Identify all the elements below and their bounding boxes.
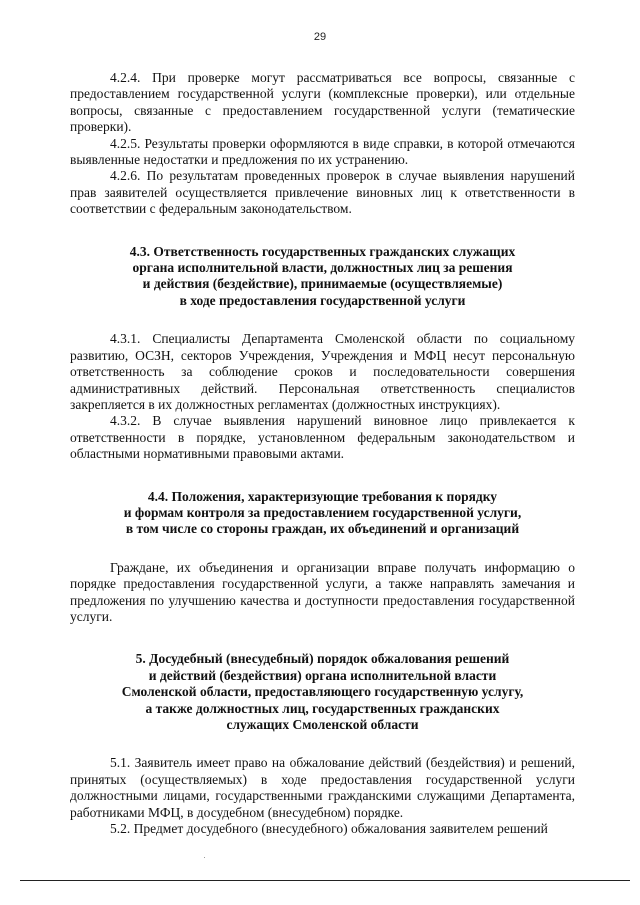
heading-line: Смоленской области, предоставляющего государственную услугу, [121, 684, 524, 700]
heading-line: и формам контроля за предоставлением государственной услуги, [123, 504, 522, 520]
paragraph-5-2: 5.2. Предмет досудебного (внесудебного) обжалования заявителем решений [110, 821, 548, 837]
heading-line: в том числе со стороны граждан, их объединений и организаций [125, 521, 520, 537]
paragraph-5-1: 5.1. Заявитель имеет право на обжалование действий (бездействия) и решений, принятых (осуществляемых) в ходе предоставления государственной услуги должностными лицами, государственными гражданскими служащими Департамента, работниками МФЦ, в досудебном (внесудебном) порядке. [70, 755, 575, 820]
paragraph-4-2-5: 4.2.5. Результаты проверки оформляются в виде справки, в которой отмечаются выявленные недостатки и предложения по их устранению. [70, 135, 575, 168]
heading-line: а также должностных лиц, государственных гражданских [145, 700, 500, 716]
heading-5 [70, 651, 575, 733]
paragraph-4-3-1: 4.3.1. Специалисты Департамента Смоленской области по социальному развитию, ОСЗН, секторов Учреждения, Учреждения и МФЦ несут персональную ответственность за соблюдение сроков и последовательности совершения административных действий. Персональная ответственность специалистов закрепляется в их должностных регламентах (должностных инструкциях). [70, 331, 575, 412]
heading-4-3 [70, 244, 575, 310]
heading-line: и действия (бездействие), принимаемые (осуществляемые) [142, 276, 503, 292]
heading-line: в ходе предоставления государственной услуги [179, 292, 466, 308]
heading-line: служащих Смоленской области [226, 717, 419, 732]
paragraph-4-2-6: 4.2.6. По результатам проведенных проверок в случае выявления нарушений прав заявителей осуществляется привлечение виновных лиц к ответственности в соответствии с федеральным законодательством. [70, 168, 575, 217]
paragraph-4-2-4: 4.2.4. При проверке могут рассматриваться все вопросы, связанные с предоставлением государственной услуги (комплексные проверки), или отдельные вопросы, связанные с предоставлением государственной услуги (тематические проверки). [70, 70, 575, 135]
page-content [70, 70, 575, 837]
page-number: 29 [313, 31, 327, 43]
bottom-rule [20, 880, 630, 881]
scan-speck [204, 857, 205, 858]
heading-4-4 [70, 489, 575, 538]
paragraph-4-4-text: Граждане, их объединения и организации вправе получать информацию о порядке предоставления государственной услуги, а также направлять замечания и предложения по улучшению качества и доступности предоставления государственной услуги. [70, 559, 575, 624]
heading-line: и действий (бездействия) органа исполнительной власти [148, 667, 497, 683]
paragraph-4-3-2: 4.3.2. В случае выявления нарушений виновное лицо привлекается к ответственности в порядке, установленном федеральным законодательством и областными нормативными правовыми актами. [70, 413, 575, 462]
heading-line: 5. Досудебный (внесудебный) порядок обжалования решений [135, 651, 510, 667]
heading-line: 4.3. Ответственность государственных гражданских служащих [129, 243, 516, 259]
heading-line: органа исполнительной власти, должностных лиц за решения [132, 260, 513, 276]
heading-line: 4.4. Положения, характеризующие требования к порядку [147, 488, 498, 504]
